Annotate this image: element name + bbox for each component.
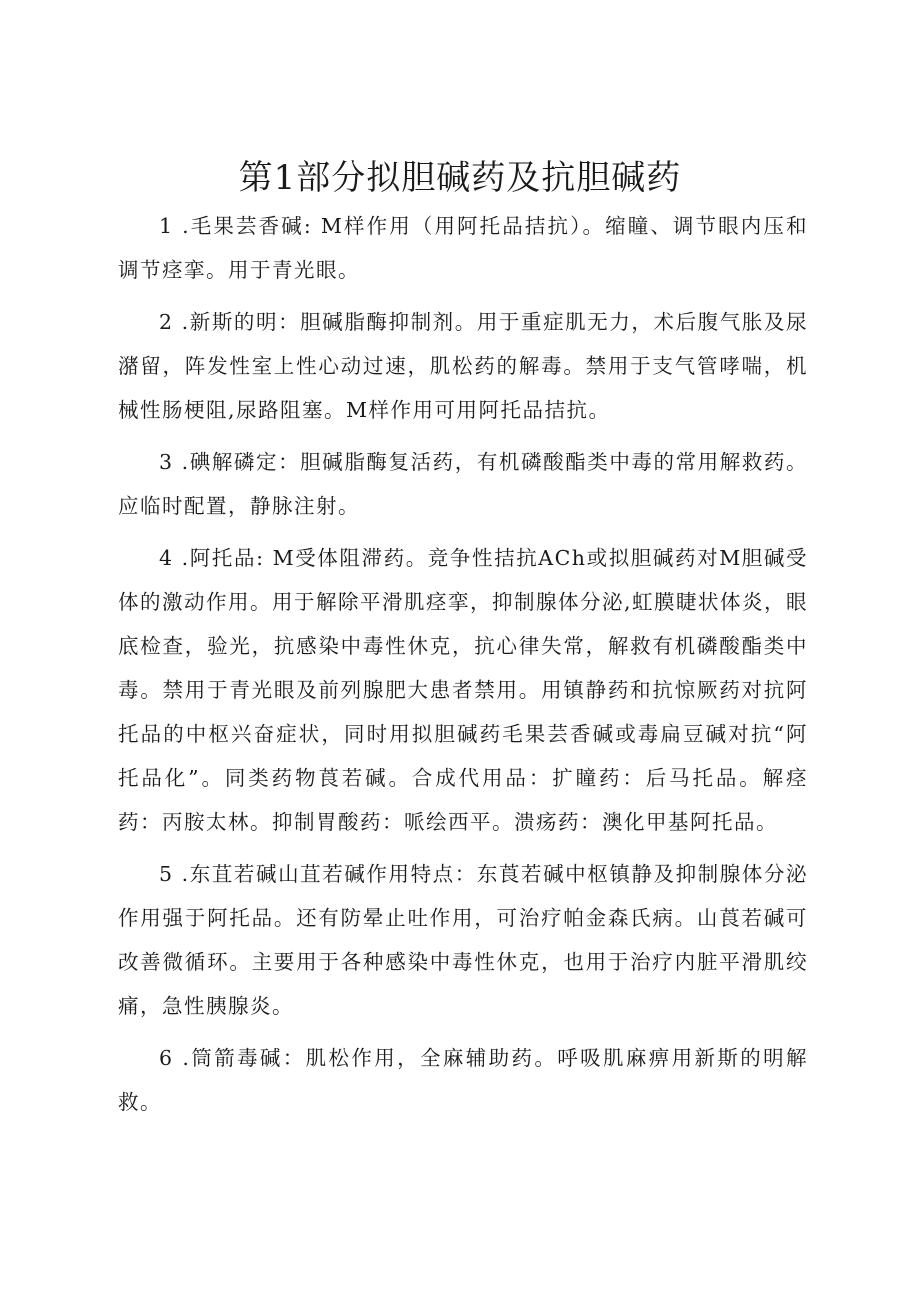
paragraph-6: 6 .筒箭毒碱：肌松作用，全麻辅助药。呼吸肌麻痹用新斯的明解救。 — [118, 1046, 808, 1114]
paragraph-4: 4 .阿托品: M受体阻滞药。竞争性拮抗ACh或拟胆碱药对M胆碱受体的激动作用。用于解除平滑肌痉挛，抑制腺体分泌,虹膜睫状体炎，眼底检查，验光，抗感染中毒性休克，抗心律失常，解救有机磷酸酯类中毒。禁用于青光眼及前列腺肥大患者禁用。用镇静药和抗惊厥药对抗阿托品的中枢兴奋症状，同时用拟胆碱药毛果芸香碱或毒扁豆碱对抗“阿托品化”。同类药物莨若碱。合成代用品：扩瞳药：后马托品。解痉药：丙胺太林。抑制胃酸药：哌绘西平。溃疡药：澳化甲基阿托品。 — [118, 546, 809, 834]
paragraph-3: 3 .碘解磷定：胆碱脂酶复活药，有机磷酸酯类中毒的常用解救药。应临时配置，静脉注射。 — [118, 450, 808, 518]
page-title: 第1部分拟胆碱药及抗胆碱药 — [238, 158, 682, 198]
paragraph-1: 1 .毛果芸香碱: M样作用（用阿托品拮抗）。缩瞳、调节眼内压和调节痉挛。用于青光眼。 — [118, 214, 808, 282]
document-body — [118, 204, 808, 1132]
paragraph-2: 2 .新斯的明：胆碱脂酶抑制剂。用于重症肌无力，术后腹气胀及尿潴留，阵发性室上性心动过速，肌松药的解毒。禁用于支气管哮喘，机械性肠梗阻,尿路阻塞。M样作用可用阿托品拮抗。 — [118, 310, 808, 422]
paragraph-5: 5 .东苴若碱山苴若碱作用特点：东莨若碱中枢镇静及抑制腺体分泌作用强于阿托品。还有防晕止吐作用，可治疗帕金森氏病。山莨若碱可改善微循环。主要用于各种感染中毒性休克，也用于治疗内脏平滑肌绞痛，急性胰腺炎。 — [118, 862, 808, 1018]
